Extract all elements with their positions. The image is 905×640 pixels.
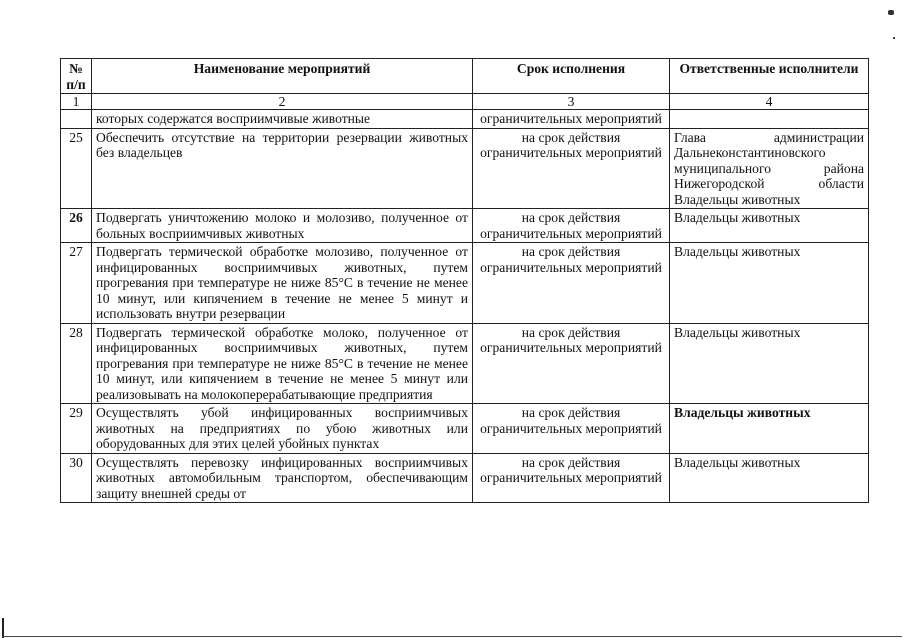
header-term: Срок исполнения [473, 59, 670, 94]
row-num: 26 [61, 209, 92, 243]
row-action: Осуществлять перевозку инфицированных восприимчивых животных автомобильным транспортом, обеспечивающим защиту внешней среды от [92, 453, 473, 503]
row-resp: Владельцы животных [670, 453, 869, 503]
row-resp: Владельцы животных [670, 323, 869, 404]
row-term: на срок действия ограничительных мероприятий [473, 404, 670, 454]
col-index: 3 [473, 94, 670, 110]
row-term: на срок действия ограничительных мероприятий [473, 128, 670, 209]
row-action: Обеспечить отсутствие на территории резервации животных без владельцев [92, 128, 473, 209]
row-term: на срок действия ограничительных мероприятий [473, 243, 670, 324]
row-term: ограничительных мероприятий [473, 110, 670, 129]
table-row [61, 209, 869, 243]
table-row [61, 453, 869, 503]
scan-edge [2, 618, 4, 638]
header-resp: Ответственные исполнители [670, 59, 869, 94]
table-row [61, 323, 869, 404]
row-term: на срок действия ограничительных мероприятий [473, 209, 670, 243]
row-resp: Владельцы животных [670, 209, 869, 243]
row-resp: Владельцы животных [670, 404, 869, 454]
row-action: Подвергать термической обработке молозиво, полученное от инфицированных восприимчивых животных, путем прогревания при температуре не ниже 85°С в течение не менее 10 минут, или кипячением в течение не менее 5 минут и использовать внутри резервации [92, 243, 473, 324]
row-num: 29 [61, 404, 92, 454]
row-term: на срок действия ограничительных мероприятий [473, 323, 670, 404]
scan-speck [888, 10, 894, 15]
row-num: 27 [61, 243, 92, 324]
row-num [61, 110, 92, 129]
table-row [61, 128, 869, 209]
table-header-row [61, 59, 869, 94]
scan-edge [2, 636, 902, 637]
resp-line: Владельцы животных [674, 191, 801, 207]
col-index: 4 [670, 94, 869, 110]
table-row [61, 404, 869, 454]
row-resp [670, 128, 869, 209]
row-num: 28 [61, 323, 92, 404]
row-resp [670, 110, 869, 129]
row-resp: Владельцы животных [670, 243, 869, 324]
row-action: Подвергать уничтожению молоко и молозиво, полученное от больных восприимчивых животных [92, 209, 473, 243]
col-index: 1 [61, 94, 92, 110]
table-row-continuation [61, 110, 869, 129]
scan-speck [893, 37, 895, 39]
row-action: которых содержатся восприимчивые животные [92, 110, 473, 129]
row-term: на срок действия ограничительных мероприятий [473, 453, 670, 503]
row-action: Осуществлять убой инфицированных восприимчивых животных на предприятиях по убою животных или оборудованных для этих целей убойных пунктах [92, 404, 473, 454]
row-num: 30 [61, 453, 92, 503]
table-row [61, 243, 869, 324]
header-name: Наименование мероприятий [92, 59, 473, 94]
row-action: Подвергать термической обработке молоко, полученное от инфицированных восприимчивых животных, путем прогревания при температуре не ниже 85°С в течение не менее 10 минут, или кипячением в течение не менее 5 минут или реализовывать на молокоперерабатывающие предприятия [92, 323, 473, 404]
column-index-row [61, 94, 869, 110]
measures-table [60, 58, 869, 503]
resp-line: Глава администрации Дальнеконстантиновского муниципального района Нижегородской области [674, 129, 864, 191]
col-index: 2 [92, 94, 473, 110]
row-num: 25 [61, 128, 92, 209]
header-num: № п/п [61, 59, 92, 94]
